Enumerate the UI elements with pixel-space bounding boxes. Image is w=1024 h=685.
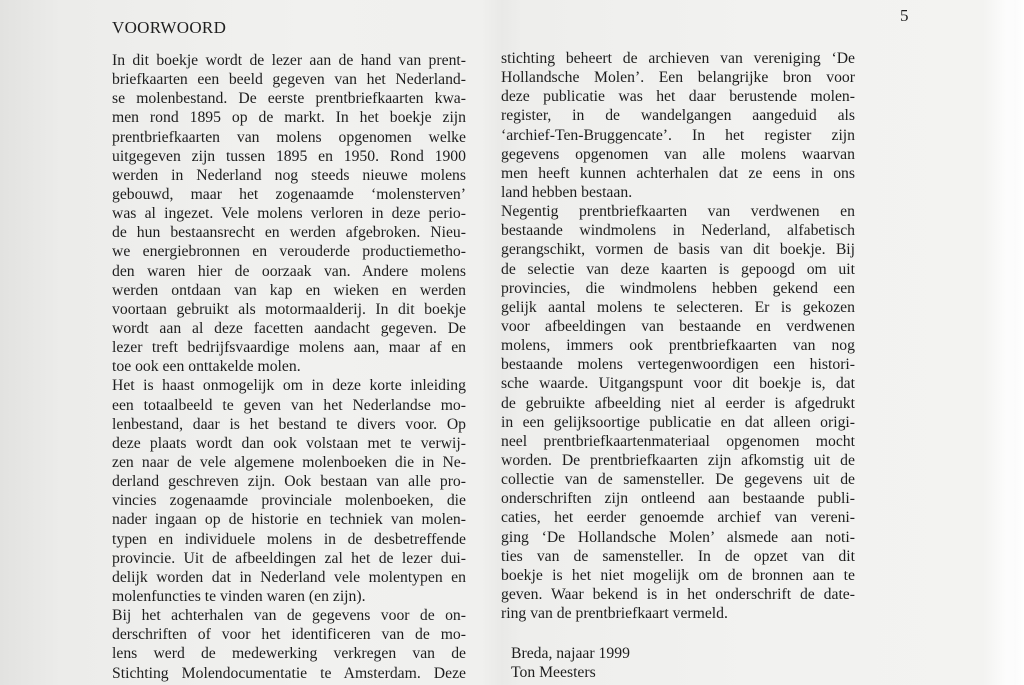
- text-line: zen naar de vele algemene molenboeken die in Ne-: [112, 453, 466, 471]
- right-column-text: [501, 49, 855, 623]
- signoff: [511, 644, 855, 682]
- text-line: lenbestand, daar is het bestand te divers voor. Op: [112, 415, 466, 433]
- text-line: Stichting Molendocumentatie te Amsterdam. Deze: [112, 664, 466, 682]
- text-line: molenfuncties te vinden waren (en zijn).: [112, 587, 366, 605]
- text-line: Het is haast onmogelijk om in deze korte inleiding: [112, 377, 466, 395]
- text-line: gegevens opgenomen van alle molens waarvan: [501, 145, 855, 163]
- text-line: ring van de prentbriefkaart vermeld.: [501, 605, 728, 623]
- left-column: [112, 51, 466, 683]
- text-line: werden ontdaan van kap en wieken en werden: [112, 281, 466, 299]
- text-line: derschriften of voor het identificeren van de mo-: [112, 626, 466, 644]
- text-line: ties van de samensteller. In de opzet van dit: [501, 547, 855, 565]
- page-edge: [1002, 0, 1024, 685]
- text-line: ‘archief-Ten-Bruggencate’. In het register zijn: [501, 126, 855, 144]
- text-line: een totaalbeeld te geven van het Nederlandse mo-: [112, 396, 466, 414]
- text-line: lezer treft bedrijfsvaardige molens aan, maar af en: [112, 339, 466, 357]
- text-line: men heeft kunnen achterhalen dat ze eens in ons: [501, 164, 855, 182]
- text-line: se molenbestand. De eerste prentbriefkaarten kwa-: [112, 90, 466, 108]
- text-line: Bij het achterhalen van de gegevens voor de on-: [112, 607, 466, 625]
- spacer: [501, 623, 855, 642]
- text-line: neel prentbriefkaartenmateriaal opgenomen mocht: [501, 432, 855, 450]
- text-line: gebouwd, maar het zogenaamde ‘molensterven’: [112, 185, 466, 203]
- text-line: briefkaarten een beeld gegeven van het Nederland-: [112, 71, 466, 89]
- text-line: de gebruikte afbeelding niet al eerder is afgedrukt: [501, 394, 855, 412]
- chapter-heading: VOORWOORD: [112, 18, 227, 37]
- text-line: provincies, die windmolens hebben gekend een: [501, 279, 855, 297]
- text-line: lens werd de medewerking verkregen van de: [112, 645, 466, 663]
- text-line: In dit boekje wordt de lezer aan de hand van prent-: [112, 52, 466, 69]
- text-line: bestaande windmolens in Nederland, alfabetisch: [501, 222, 855, 240]
- right-column: [501, 49, 855, 683]
- text-line: de hun bestaansrecht en werden afgebroken. Nieu-: [112, 224, 466, 242]
- text-line: in een gelijksoortige publicatie en dat alleen origi-: [501, 413, 855, 431]
- text-line: werden in Nederland nog steeds nieuwe molens: [112, 166, 466, 184]
- text-line: provincie. Uit de afbeeldingen zal het de lezer dui-: [112, 549, 466, 567]
- text-line: collectie van de samensteller. De gegevens uit de: [501, 471, 855, 489]
- text-line: Negentig prentbriefkaarten van verdwenen en: [501, 203, 855, 221]
- text-line: stichting beheert de archieven van vereniging ‘De: [501, 50, 855, 67]
- signoff-place-date: Breda, najaar 1999: [511, 645, 630, 663]
- text-line: caties, het eerder genoemde archief van vereni-: [501, 509, 855, 527]
- signoff-author: Ton Meesters: [511, 664, 596, 682]
- text-line: bestaande molens vertegenwoordigen een histori-: [501, 356, 855, 374]
- text-line: gerangschikt, vormen de basis van dit boekje. Bij: [501, 241, 855, 259]
- text-line: derland geschreven zijn. Ook bestaan van alle pro-: [112, 473, 466, 491]
- text-line: register, in de wandelgangen aangeduid als: [501, 107, 855, 125]
- text-line: deze plaats wordt dan ook volstaan met te verwij-: [112, 434, 466, 452]
- text-line: voortaan gebruikt als motormaalderij. In dit boekje: [112, 300, 466, 318]
- text-line: uitgegeven zijn tussen 1895 en 1950. Rond 1900: [112, 147, 466, 165]
- text-line: men rond 1895 op de markt. In het boekje zijn: [112, 109, 466, 127]
- text-line: ging ‘De Hollandsche Molen’ alsmede aan noti-: [501, 528, 855, 546]
- text-line: wordt aan al deze facetten aandacht gegeven. De: [112, 319, 466, 337]
- text-line: boekje is het niet mogelijk om de bronnen aan te: [501, 566, 855, 584]
- text-line: worden. De prentbriefkaarten zijn afkomstig uit de: [501, 451, 855, 469]
- text-line: toe ook een onttakelde molen.: [112, 358, 301, 376]
- text-line: de selectie van deze kaarten is gepoogd om uit: [501, 260, 855, 278]
- text-line: geven. Waar bekend is in het onderschrift de date-: [501, 585, 855, 603]
- text-line: typen en individuele molens in de desbetreffende: [112, 530, 466, 548]
- page-number: 5: [900, 6, 909, 25]
- text-line: gelijk aantal molens te selecteren. Er is gekozen: [501, 298, 855, 316]
- text-line: was al ingezet. Vele molens verloren in deze perio-: [112, 205, 466, 223]
- text-line: voor afbeeldingen van bestaande en verdwenen: [501, 317, 855, 335]
- text-line: molens, immers ook prentbriefkaarten van nog: [501, 337, 855, 355]
- text-line: land hebben bestaan.: [501, 183, 633, 201]
- text-line: sche waarde. Uitgangspunt voor dit boekje is, dat: [501, 375, 855, 393]
- text-line: vincies zogenaamde provinciale molenboeken, die: [112, 492, 466, 510]
- text-line: prentbriefkaarten van molens opgenomen welke: [112, 128, 466, 146]
- text-line: nader ingaan op de historie en techniek van molen-: [112, 511, 466, 529]
- text-line: deze publicatie was het daar berustende molen-: [501, 88, 855, 106]
- text-line: we energiebronnen en verouderde productiemetho-: [112, 243, 466, 261]
- text-line: den waren hier de oorzaak van. Andere molens: [112, 262, 466, 280]
- text-line: onderschriften zijn ontleend aan bestaande publi-: [501, 490, 855, 508]
- text-line: delijk worden dat in Nederland vele molentypen en: [112, 568, 466, 586]
- text-line: Hollandsche Molen’. Een belangrijke bron voor: [501, 69, 855, 87]
